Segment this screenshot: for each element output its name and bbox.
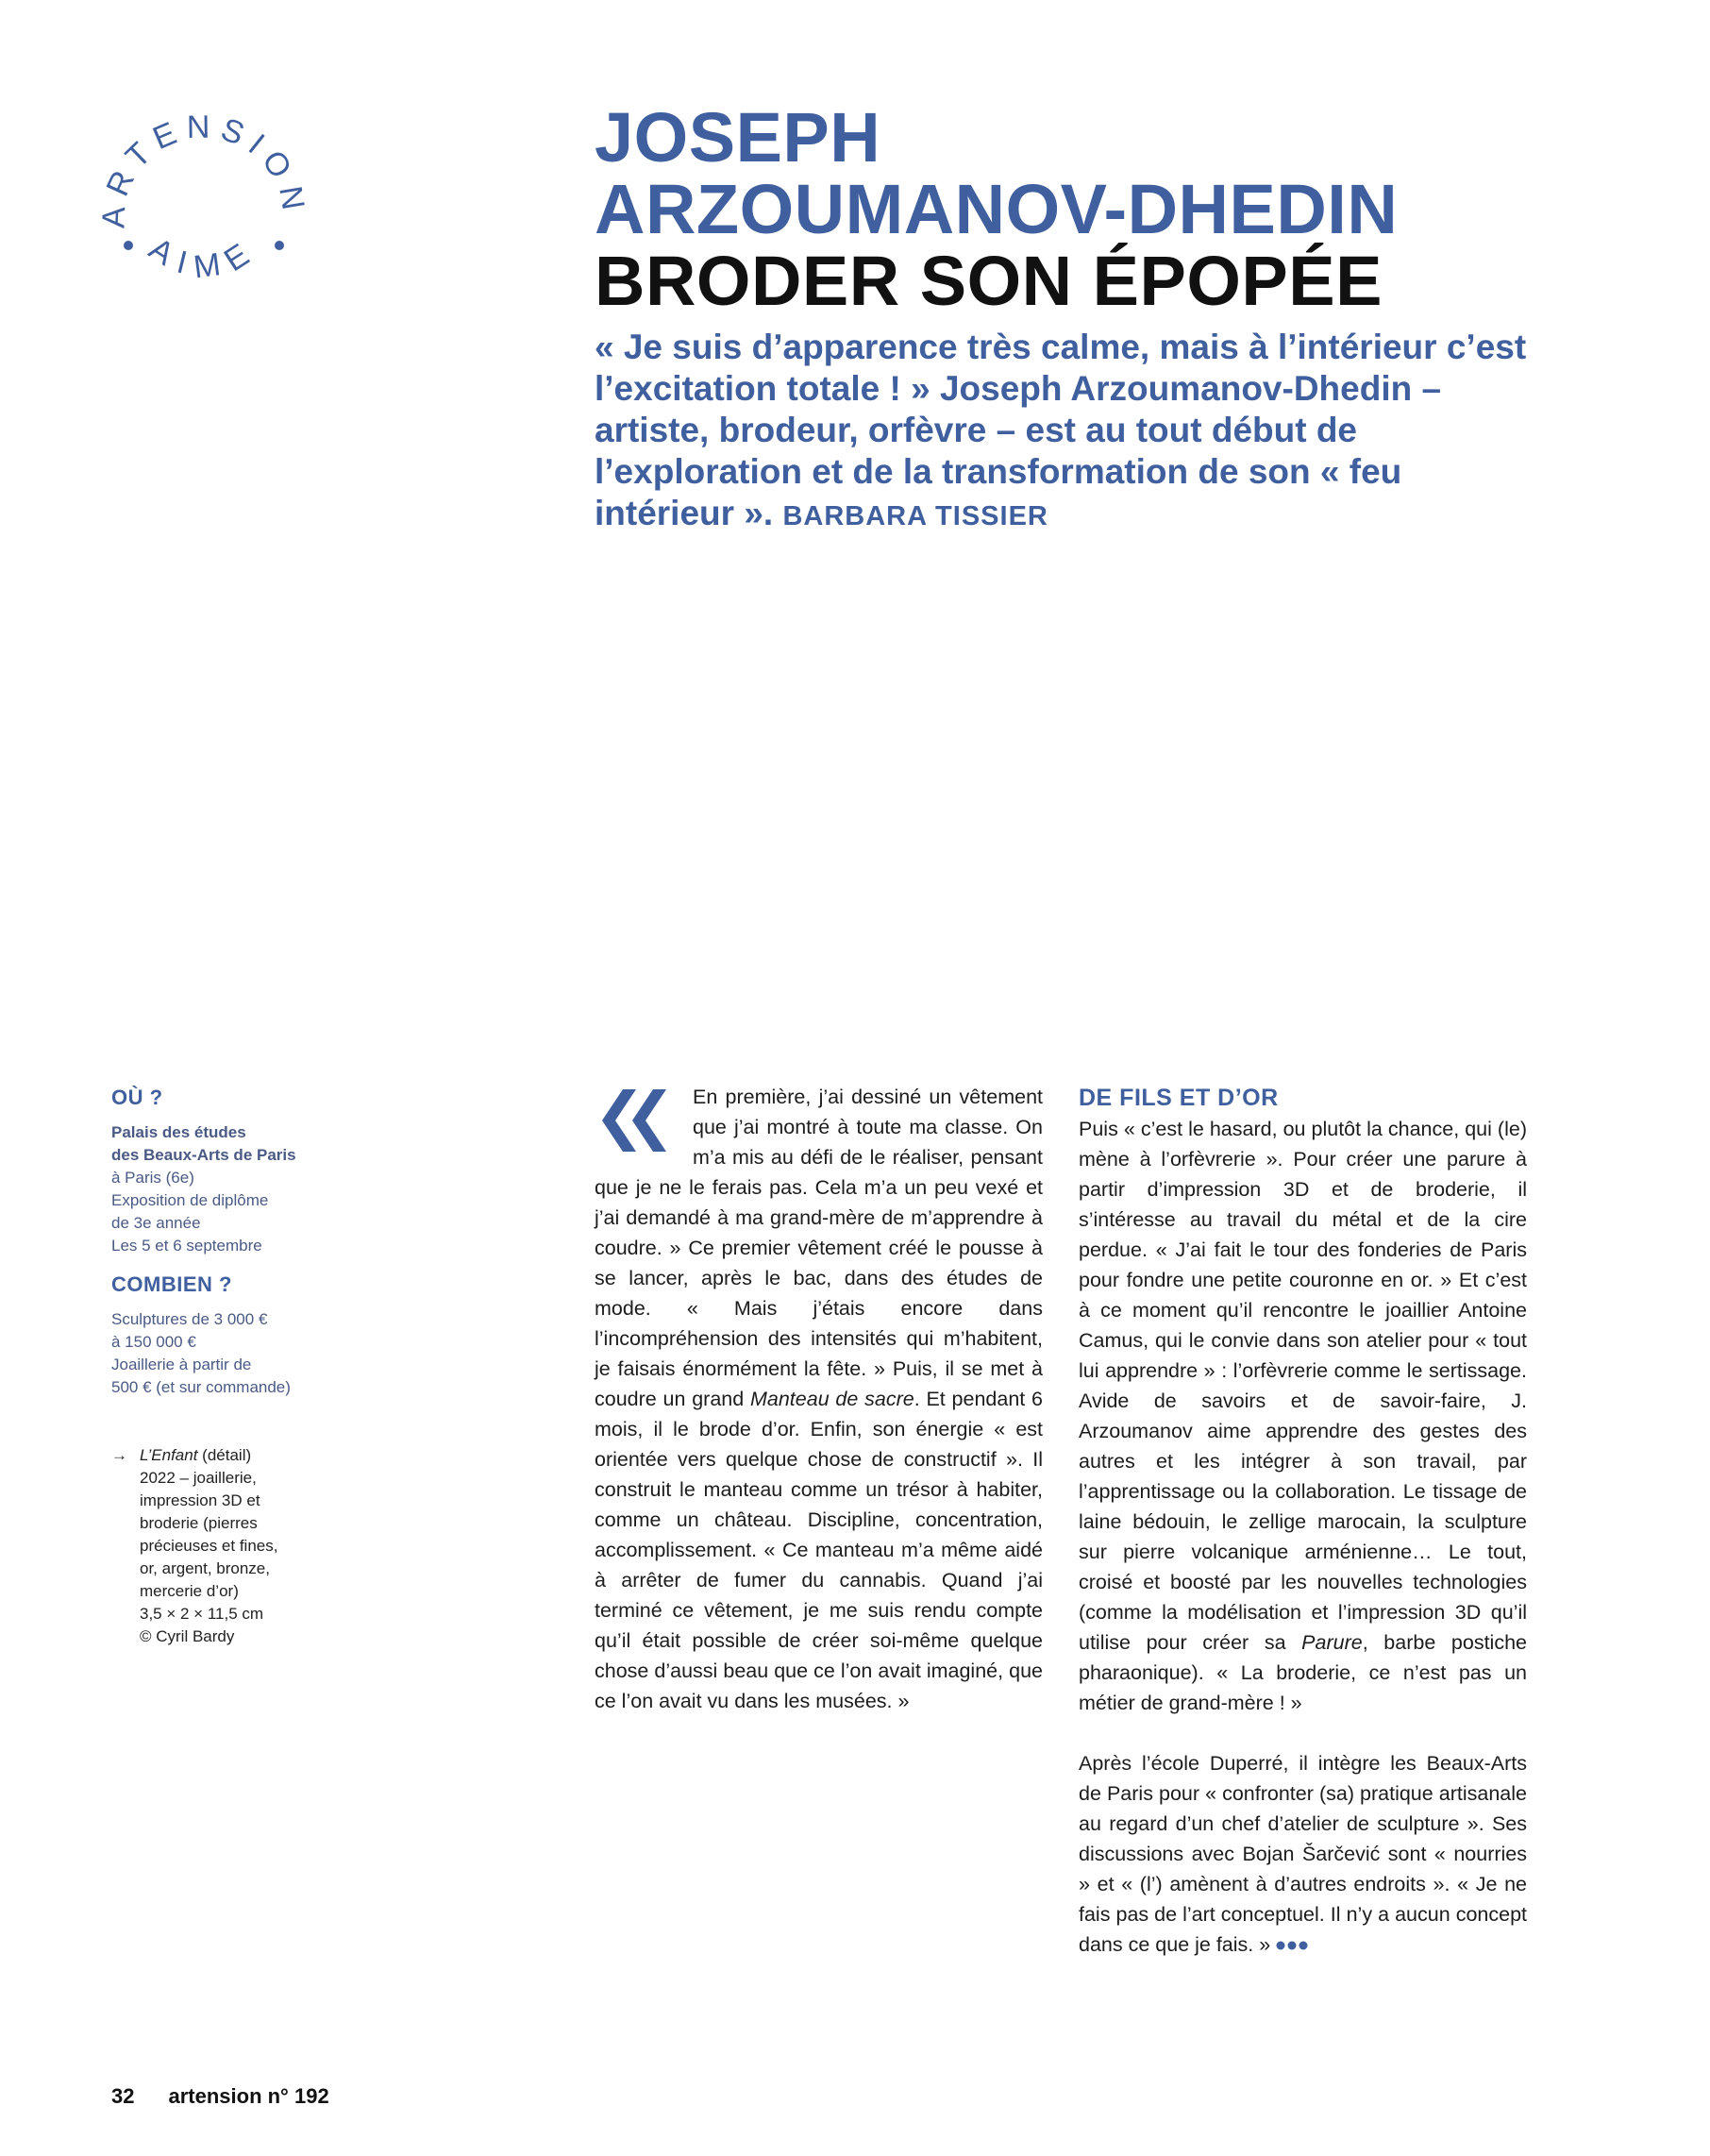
venue-city: à Paris (6e) [111, 1169, 194, 1187]
venue-line1: Palais des études [111, 1123, 246, 1141]
caption-line5: précieuses et fines, [140, 1537, 278, 1555]
page-footer [111, 2084, 329, 2109]
where-block [111, 1121, 338, 1257]
caption-detail: (détail) [197, 1446, 252, 1464]
column1-italic: Manteau de sacre [749, 1388, 914, 1410]
paragraph-gap [1079, 1718, 1527, 1748]
where-heading: OÙ ? [111, 1086, 163, 1109]
opening-quote-icon [595, 1086, 679, 1155]
standfirst [595, 327, 1538, 537]
image-caption [111, 1444, 328, 1648]
logo-bottom-text: AIME [142, 230, 265, 286]
price-line4: 500 € (et sur commande) [111, 1378, 291, 1396]
svg-text:ARTENSION [95, 109, 312, 229]
column1-text-a: En première, j’ai dessiné un vêtement que j’ai montré à toute ma classe. On m’a mis au défi de le réaliser, pensant que je ne le ferais pas. Cela m’a un peu vexé et j’ai demandé à ma grand-mère de m’apprendre à coudre. » Ce premier vêtement créé le pousse à se lancer, après le bac, dans des études de mode. « Mais j’étais encore dans l’incompréhension des intensités qui m’habitent, je faisais énormément la fête. » Puis, il se met à coudre un grand [595, 1086, 1043, 1410]
standfirst-text: « Je suis d’apparence très calme, mais à l’intérieur c’est l’excitation totale ! » Joseph Arzoumanov-Dhedin – artiste, brodeur, orfèvre – est au tout début de l’exploration et de la transformation de son « feu intérieur ». [595, 328, 1527, 532]
arrow-right-icon: → [111, 1446, 127, 1464]
caption-credit: © Cyril Bardy [140, 1627, 235, 1645]
logo-dot-left [124, 241, 133, 250]
caption-line4: broderie (pierres [140, 1514, 258, 1532]
headline-name-line1: JOSEPH [595, 98, 881, 177]
caption-artwork-title: L’Enfant [140, 1446, 198, 1464]
column1-paragraph [595, 1082, 1043, 1716]
column2-paragraph-2 [1079, 1748, 1527, 1960]
event-line1: Exposition de diplôme [111, 1191, 269, 1209]
price-line1: Sculptures de 3 000 € [111, 1310, 268, 1328]
info-sidebar [111, 1086, 338, 1414]
caption-line6: or, argent, bronze, [140, 1559, 270, 1577]
logo-dot-right [275, 241, 284, 250]
event-dates: Les 5 et 6 septembre [111, 1237, 262, 1255]
article-column-2 [1079, 1082, 1527, 1960]
author-byline: BARBARA TISSIER [782, 501, 1048, 531]
column2-italic: Parure [1301, 1631, 1363, 1654]
column2-text-b: , barbe postiche pharaonique). « La broderie, ce n’est pas un métier de grand-mère ! » [1079, 1631, 1527, 1714]
caption-line8: 3,5 × 2 × 11,5 cm [140, 1605, 264, 1623]
price-line3: Joaillerie à partir de [111, 1356, 252, 1373]
column1-text-b: . Et pendant 6 mois, il le brode d’or. Enfin, son énergie « est orientée vers quelque chose de constructif ». Il construit le manteau comme un trésor à habiter, comme un château. Discipline, concentration, accomplissement. « Ce manteau m’a même aidé à arrêter de fumer du cannabis. Quand j’ai terminé ce vêtement, je me suis rendu compte qu’il était possible de créer soi-même quelque chose d’aussi beau que ce l’on avait imaginé, que ce l’on avait vu dans les musées. » [595, 1388, 1043, 1712]
column2-text-p2: Après l’école Duperré, il intègre les Beaux-Arts de Paris pour « confronter (sa) pratique artisanale au regard d’un chef d’atelier de sculpture ». Ses discussions avec Bojan Šarčević sont « nourries » et « (l’) amènent à d’autres endroits ». « Je ne fais pas de l’art conceptuel. Il n’y a aucun concept dans ce que je fais. » [1079, 1752, 1527, 1956]
svg-text:AIME [142, 231, 264, 286]
logo-top-text: ARTENSION [95, 109, 313, 229]
price-heading: COMBIEN ? [111, 1272, 232, 1296]
headline [595, 98, 1538, 320]
caption-line3: impression 3D et [140, 1491, 260, 1509]
section-subheading: DE FILS ET D’OR [1079, 1085, 1279, 1111]
price-block [111, 1308, 338, 1399]
event-line2: de 3e année [111, 1214, 201, 1232]
price-line2: à 150 000 € [111, 1333, 196, 1351]
page-number: 32 [111, 2084, 135, 2108]
caption-line7: mercerie d’or) [140, 1582, 239, 1600]
caption-line2: 2022 – joaillerie, [140, 1469, 257, 1487]
article-column-1 [595, 1082, 1043, 1716]
headline-title: BRODER SON ÉPOPÉE [595, 242, 1383, 320]
magazine-issue: artension n° 192 [168, 2084, 329, 2108]
caption-title-line [140, 1444, 328, 1467]
artension-aime-logo [91, 102, 317, 328]
column2-paragraph-1 [1079, 1114, 1527, 1718]
end-mark-icon [1276, 1940, 1308, 1951]
headline-name-line2: ARZOUMANOV-DHEDIN [595, 170, 1399, 248]
venue-line2: des Beaux-Arts de Paris [111, 1146, 296, 1164]
column2-text-a: Puis « c’est le hasard, ou plutôt la chance, qui (le) mène à l’orfèvrerie ». Pour créer une parure à partir d’impression 3D et de broderie, il s’intéresse au travail du métal et de la cire perdue. « J’ai fait le tour des fonderies de Paris pour fondre une petite couronne en or. » Et c’est à ce moment qu’il rencontre le joaillier Antoine Camus, qui le convie dans son atelier pour « tout lui apprendre » : l’orfèvrerie comme le sertissage. Avide de savoirs et de savoir-faire, J. Arzoumanov aime apprendre des gestes des autres et les intégrer à son travail, par l’apprentissage ou la collaboration. Le tissage de laine bédouin, le zellige marocain, la sculpture sur pierre volcanique arménienne… Le tout, croisé et boosté par les nouvelles technologies (comme la modélisation et l’impression 3D qu’il utilise pour créer sa [1079, 1118, 1527, 1654]
